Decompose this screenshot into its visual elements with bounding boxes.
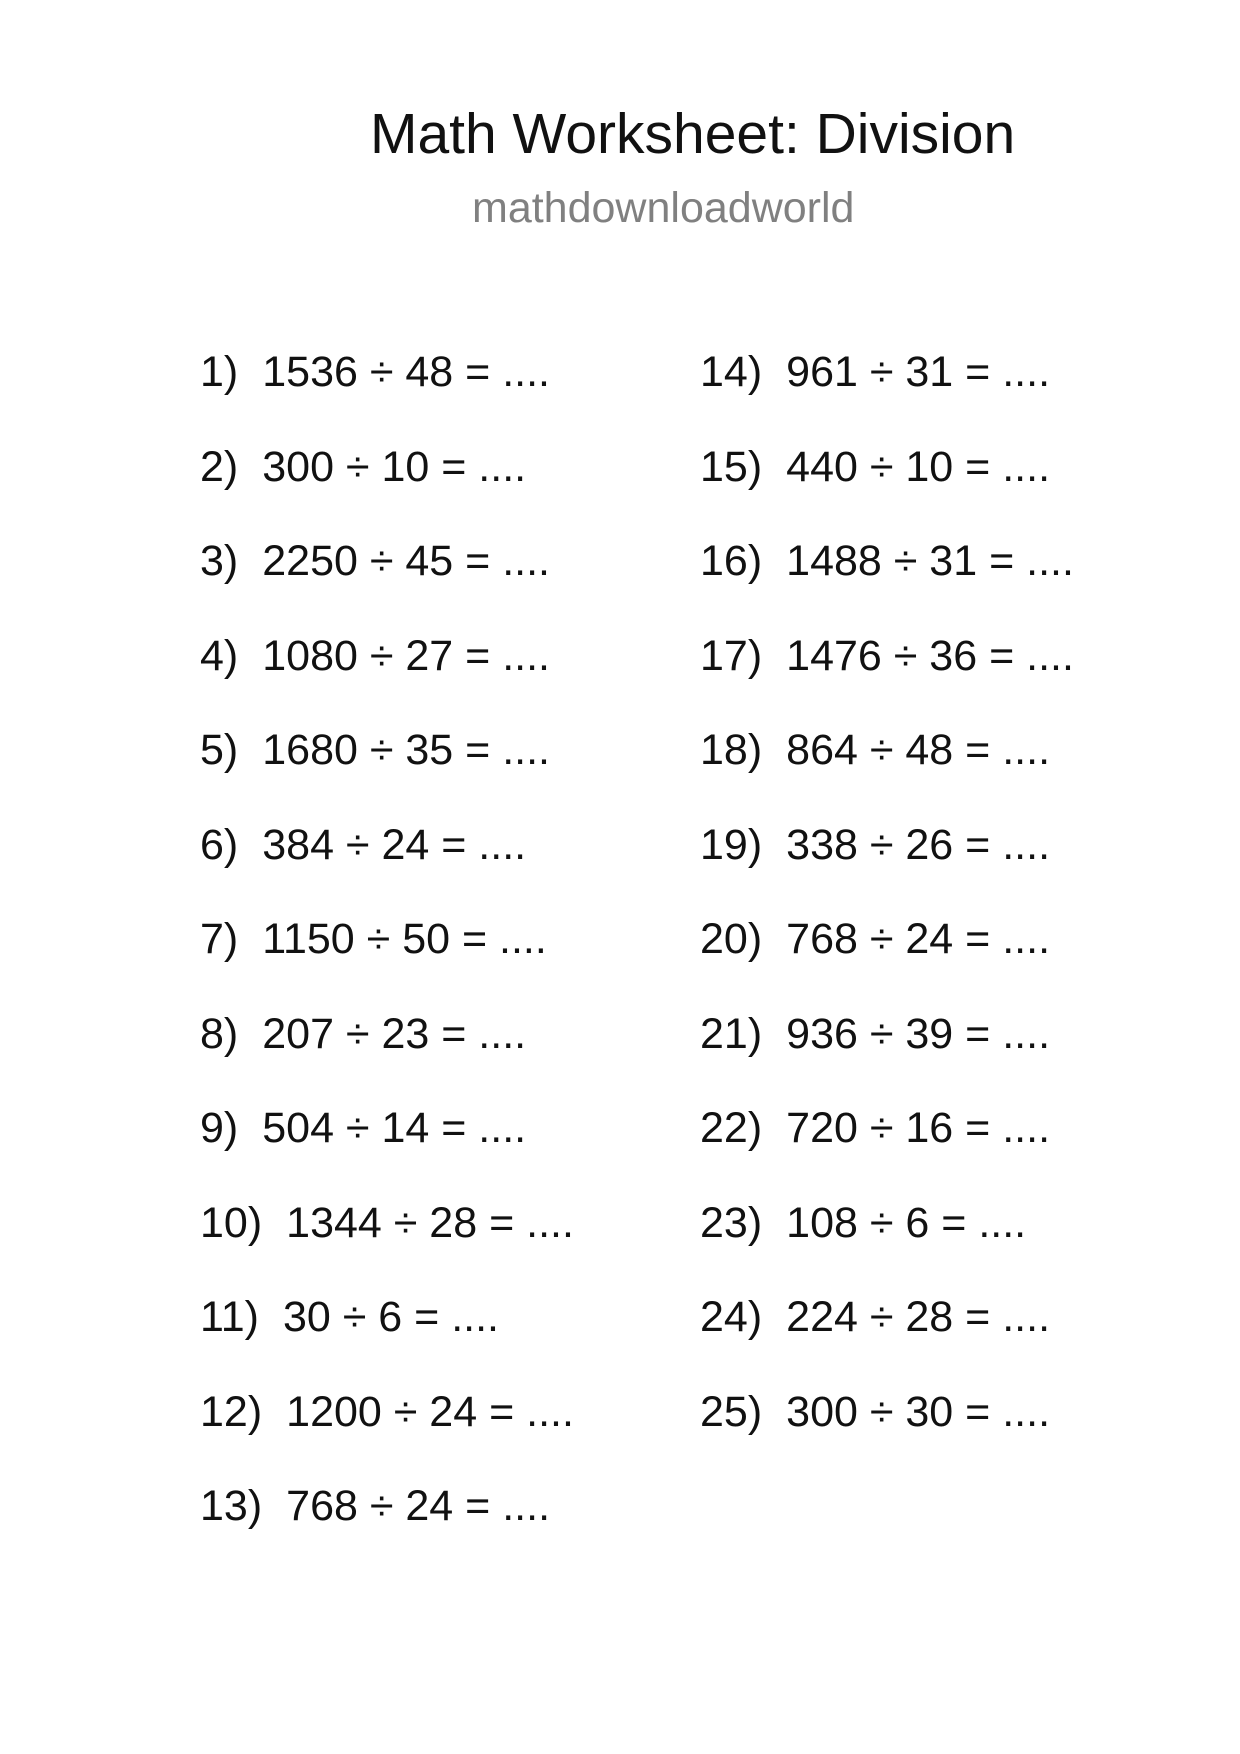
problem-item xyxy=(200,726,574,821)
problem-number: 8) xyxy=(200,1009,239,1058)
problem-number: 7) xyxy=(200,915,239,963)
problem-expression: 300 ÷ 30 = .... xyxy=(786,1387,1051,1436)
problem-expression: 961 ÷ 31 = .... xyxy=(786,348,1051,396)
problem-number: 22) xyxy=(700,1104,763,1152)
problem-expression: 440 ÷ 10 = .... xyxy=(786,442,1051,491)
problem-item xyxy=(200,1104,574,1199)
problem-expression: 1680 ÷ 35 = .... xyxy=(262,726,551,774)
problem-expression: 1488 ÷ 31 = .... xyxy=(786,537,1074,585)
problem-expression: 864 ÷ 48 = .... xyxy=(786,726,1051,774)
problem-expression: 1200 ÷ 24 = .... xyxy=(286,1387,574,1436)
problem-item xyxy=(200,1010,574,1105)
problem-item xyxy=(200,1293,574,1388)
problem-item xyxy=(200,1388,574,1483)
problem-expression: 108 ÷ 6 = .... xyxy=(786,1198,1027,1247)
problem-number: 21) xyxy=(700,1009,763,1058)
problem-expression: 224 ÷ 28 = .... xyxy=(786,1293,1051,1341)
problem-number: 18) xyxy=(700,726,763,774)
problem-expression: 1344 ÷ 28 = .... xyxy=(286,1198,574,1247)
problem-number: 6) xyxy=(200,820,239,869)
problem-item xyxy=(200,821,574,916)
problem-item xyxy=(700,1104,1074,1199)
problem-number: 11) xyxy=(200,1293,259,1341)
problem-expression: 768 ÷ 24 = .... xyxy=(786,915,1051,963)
worksheet-subtitle: mathdownloadworld xyxy=(472,184,855,232)
problem-number: 24) xyxy=(700,1293,763,1341)
problem-expression: 338 ÷ 26 = .... xyxy=(786,820,1051,869)
problem-number: 1) xyxy=(200,348,239,396)
problem-item xyxy=(700,443,1074,538)
problem-item xyxy=(700,348,1074,443)
problem-item xyxy=(700,632,1074,727)
problem-number: 5) xyxy=(200,726,239,774)
problem-expression: 768 ÷ 24 = .... xyxy=(286,1482,551,1530)
problem-item xyxy=(200,1482,574,1577)
worksheet-title: Math Worksheet: Division xyxy=(370,102,1016,166)
problem-column-right xyxy=(700,348,1074,1482)
problem-number: 12) xyxy=(200,1387,263,1436)
problem-number: 13) xyxy=(200,1482,263,1530)
problem-item xyxy=(200,915,574,1010)
problem-number: 25) xyxy=(700,1387,763,1436)
problem-number: 2) xyxy=(200,442,239,491)
problem-number: 23) xyxy=(700,1198,763,1247)
problem-expression: 1476 ÷ 36 = .... xyxy=(786,631,1074,680)
problem-item xyxy=(200,443,574,538)
problem-expression: 936 ÷ 39 = .... xyxy=(786,1009,1051,1058)
problem-expression: 1150 ÷ 50 = .... xyxy=(262,915,547,963)
problem-item xyxy=(700,915,1074,1010)
problem-item xyxy=(200,632,574,727)
problem-expression: 504 ÷ 14 = .... xyxy=(262,1104,527,1152)
problem-expression: 1080 ÷ 27 = .... xyxy=(262,631,551,680)
problem-number: 9) xyxy=(200,1104,239,1152)
problem-expression: 2250 ÷ 45 = .... xyxy=(262,537,551,585)
problem-expression: 30 ÷ 6 = .... xyxy=(282,1293,499,1341)
problem-number: 20) xyxy=(700,915,763,963)
problem-item xyxy=(200,1199,574,1294)
problem-number: 4) xyxy=(200,631,239,680)
problem-expression: 384 ÷ 24 = .... xyxy=(262,820,527,869)
problem-item xyxy=(700,1010,1074,1105)
problem-item xyxy=(200,348,574,443)
problem-item xyxy=(700,537,1074,632)
problem-item xyxy=(700,726,1074,821)
problem-number: 14) xyxy=(700,348,763,396)
problem-column-left xyxy=(200,348,574,1577)
problem-number: 15) xyxy=(700,442,763,491)
problem-expression: 300 ÷ 10 = .... xyxy=(262,442,527,491)
problem-item xyxy=(700,1388,1074,1483)
problem-item xyxy=(700,821,1074,916)
problem-expression: 720 ÷ 16 = .... xyxy=(786,1104,1051,1152)
problem-number: 17) xyxy=(700,631,763,680)
problem-number: 19) xyxy=(700,820,763,869)
problem-item xyxy=(200,537,574,632)
problem-number: 16) xyxy=(700,537,763,585)
problem-expression: 207 ÷ 23 = .... xyxy=(262,1009,527,1058)
problem-expression: 1536 ÷ 48 = .... xyxy=(262,348,551,396)
problem-item xyxy=(700,1293,1074,1388)
problem-item xyxy=(700,1199,1074,1294)
problem-number: 3) xyxy=(200,537,239,585)
problem-number: 10) xyxy=(200,1198,263,1247)
